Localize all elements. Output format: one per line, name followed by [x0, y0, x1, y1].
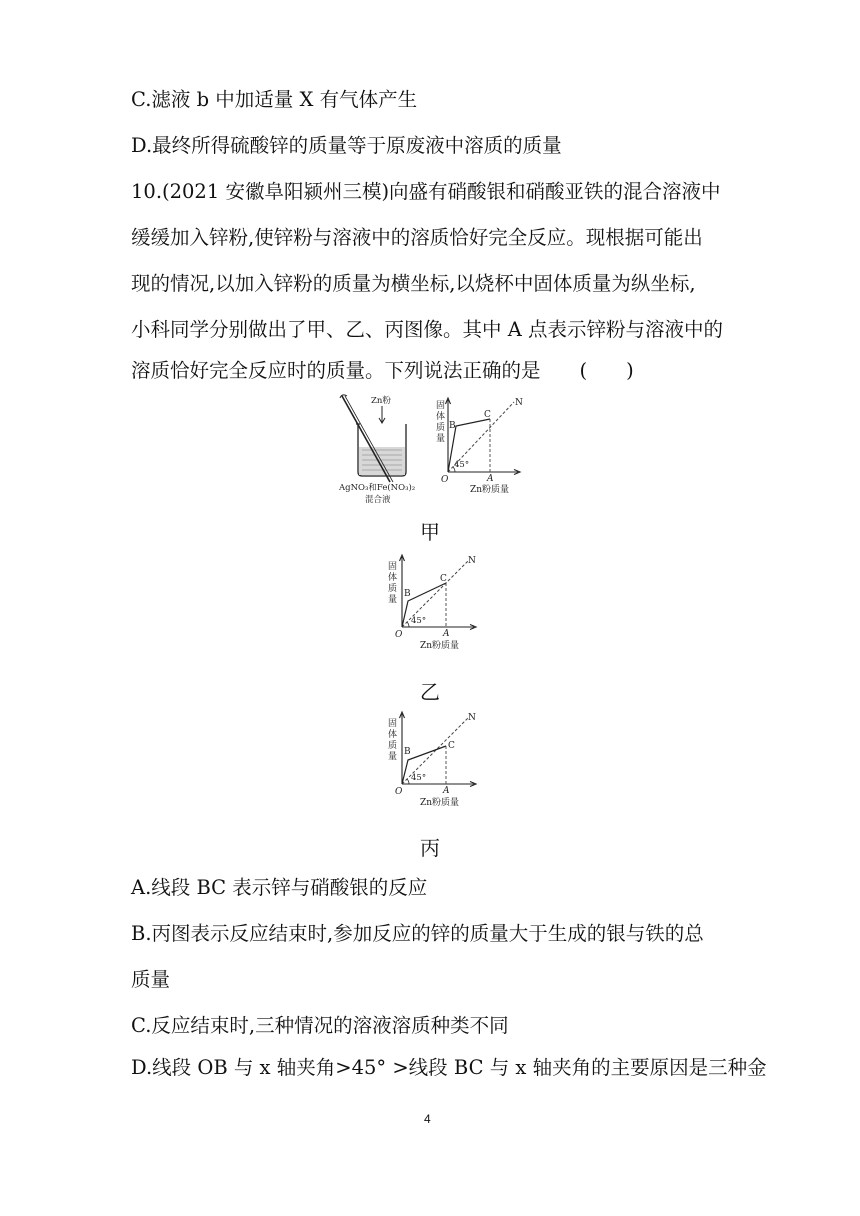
figure-bing	[380, 708, 480, 810]
figure-jia	[330, 392, 530, 512]
ylabel-char-2: 体	[388, 573, 398, 583]
ylabel-char-1: 固	[388, 719, 398, 729]
graph-yi	[380, 551, 480, 653]
zn-powder-label: Zn粉	[371, 396, 391, 406]
angle-label: 45°	[454, 460, 470, 470]
origin-label: O	[395, 787, 403, 797]
origin-label: O	[395, 630, 403, 640]
point-a-label: A	[443, 629, 450, 639]
ylabel-char-2: 体	[436, 412, 446, 422]
ylabel-char-2: 体	[388, 730, 398, 740]
ylabel-char-3: 质	[388, 584, 398, 594]
question-10-line-5: 溶质恰好完全反应时的质量。下列说法正确的是 ( )	[131, 359, 634, 382]
page-number: 4	[424, 1112, 431, 1126]
ylabel-char-1: 固	[436, 401, 446, 411]
figure-jia-svg	[330, 392, 530, 512]
caption-yi: 乙	[420, 680, 440, 704]
graph-bing	[380, 708, 480, 810]
solution-label: AgNO₃和Fe(NO₃)₂	[339, 483, 416, 493]
angle-label: 45°	[411, 616, 427, 626]
point-a-label: A	[443, 786, 450, 796]
option-d-prev: D.最终所得硫酸锌的质量等于原废液中溶质的质量	[131, 134, 562, 157]
question-10-line-4: 小科同学分别做出了甲、乙、丙图像。其中 A 点表示锌粉与溶液中的	[131, 318, 723, 341]
caption-bing: 丙	[420, 836, 440, 860]
point-b-label: B	[449, 421, 456, 431]
point-n-label: N	[468, 556, 476, 566]
ylabel-char-4: 量	[388, 595, 398, 605]
xlabel: Zn粉质量	[420, 641, 460, 651]
mixture-label: 混合液	[365, 495, 391, 505]
xlabel: Zn粉质量	[470, 485, 510, 495]
point-n-label: N	[468, 713, 476, 723]
point-c-label: C	[448, 741, 455, 751]
ylabel-char-4: 量	[388, 752, 398, 762]
ylabel-char-3: 质	[388, 741, 398, 751]
ylabel-char-4: 量	[436, 434, 446, 444]
question-10-line-1: 10.(2021 安徽阜阳颍州三模)向盛有硝酸银和硝酸亚铁的混合溶液中	[131, 180, 721, 203]
question-10-line-3: 现的情况,以加入锌粉的质量为横坐标,以烧杯中固体质量为纵坐标,	[131, 272, 696, 295]
origin-label: O	[441, 475, 449, 485]
point-b-label: B	[404, 747, 411, 757]
option-d: D.线段 OB 与 x 轴夹角>45° >线段 BC 与 x 轴夹角的主要原因是三种金	[131, 1056, 767, 1079]
point-n-label: N	[515, 398, 523, 408]
option-c-prev: C.滤液 b 中加适量 X 有气体产生	[131, 88, 418, 111]
point-c-label: C	[440, 574, 447, 584]
point-a-label: A	[487, 474, 494, 484]
figure-yi	[380, 551, 480, 653]
ylabel-char-3: 质	[436, 423, 446, 433]
question-10-line-2: 缓缓加入锌粉,使锌粉与溶液中的溶质恰好完全反应。现根据可能出	[131, 226, 703, 249]
caption-jia: 甲	[420, 520, 440, 544]
angle-label: 45°	[411, 773, 427, 783]
xlabel: Zn粉质量	[420, 798, 460, 808]
option-a: A.线段 BC 表示锌与硝酸银的反应	[131, 876, 428, 899]
ylabel-char-1: 固	[388, 562, 398, 572]
point-b-label: B	[404, 589, 411, 599]
option-c: C.反应结束时,三种情况的溶液溶质种类不同	[131, 1014, 509, 1037]
option-b-line-2: 质量	[131, 968, 171, 991]
beaker-diagram	[338, 395, 415, 505]
option-b-line-1: B.丙图表示反应结束时,参加反应的锌的质量大于生成的银与铁的总	[131, 922, 704, 945]
graph-jia	[436, 398, 523, 495]
point-c-label: C	[484, 410, 491, 420]
